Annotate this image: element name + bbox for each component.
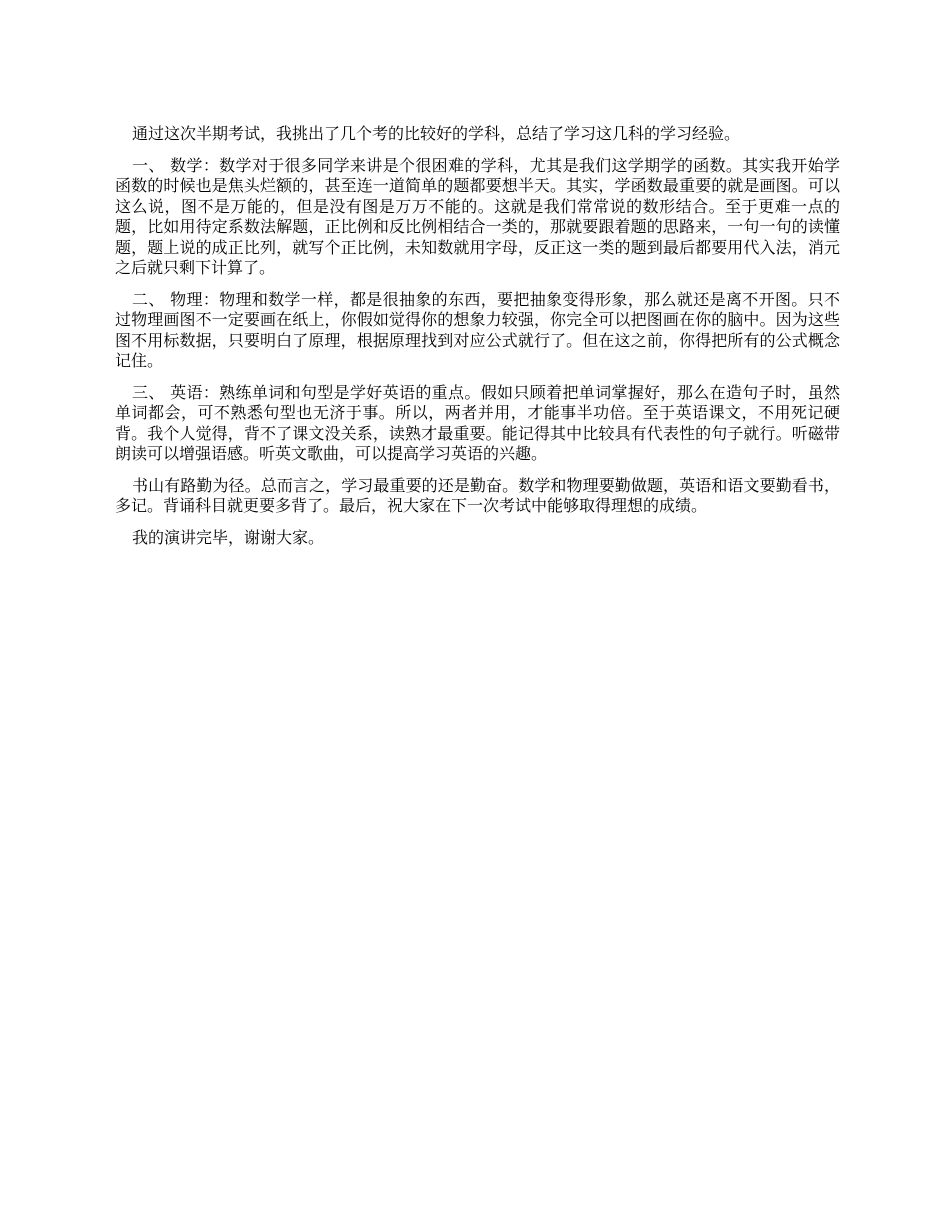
paragraph-summary: 书山有路勤为径。总而言之，学习最重要的还是勤奋。数学和物理要勤做题，英语和语文要勤看书，多记。背诵科目就更要多背了。最后，祝大家在下一次考试中能够取得理想的成绩。	[115, 475, 840, 515]
paragraph-math: 一、 数学：数学对于很多同学来讲是个很困难的学科，尤其是我们这学期学的函数。其实我开始学函数的时候也是焦头烂额的，甚至连一道简单的题都要想半天。其实，学函数最重要的就是画图。可以这么说，图不是万能的，但是没有图是万万不能的。这就是我们常常说的数形结合。至于更难一点的题，比如用待定系数法解题，正比例和反比例相结合一类的，那就要跟着题的思路来，一句一句的读懂题，题上说的成正比列，就写个正比例，未知数就用字母，反正这一类的题到最后都要用代入法，消元之后就只剩下计算了。	[115, 155, 840, 277]
paragraph-english: 三、 英语：熟练单词和句型是学好英语的重点。假如只顾着把单词掌握好，那么在造句子时，虽然单词都会，可不熟悉句型也无济于事。所以，两者并用，才能事半功倍。至于英语课文，不用死记硬背。我个人觉得，背不了课文没关系，读熟才最重要。能记得其中比较具有代表性的句子就行。听磁带朗读可以增强语感。听英文歌曲，可以提高学习英语的兴趣。	[115, 382, 840, 463]
document-body	[115, 124, 840, 559]
paragraph-physics: 二、 物理：物理和数学一样，都是很抽象的东西，要把抽象变得形象，那么就还是离不开图。只不过物理画图不一定要画在纸上，你假如觉得你的想象力较强，你完全可以把图画在你的脑中。因为这些图不用标数据，只要明白了原理，根据原理找到对应公式就行了。但在这之前，你得把所有的公式概念记住。	[115, 289, 840, 370]
paragraph-closing: 我的演讲完毕，谢谢大家。	[132, 527, 325, 547]
paragraph-intro: 通过这次半期考试，我挑出了几个考的比较好的学科，总结了学习这几科的学习经验。	[132, 124, 741, 143]
